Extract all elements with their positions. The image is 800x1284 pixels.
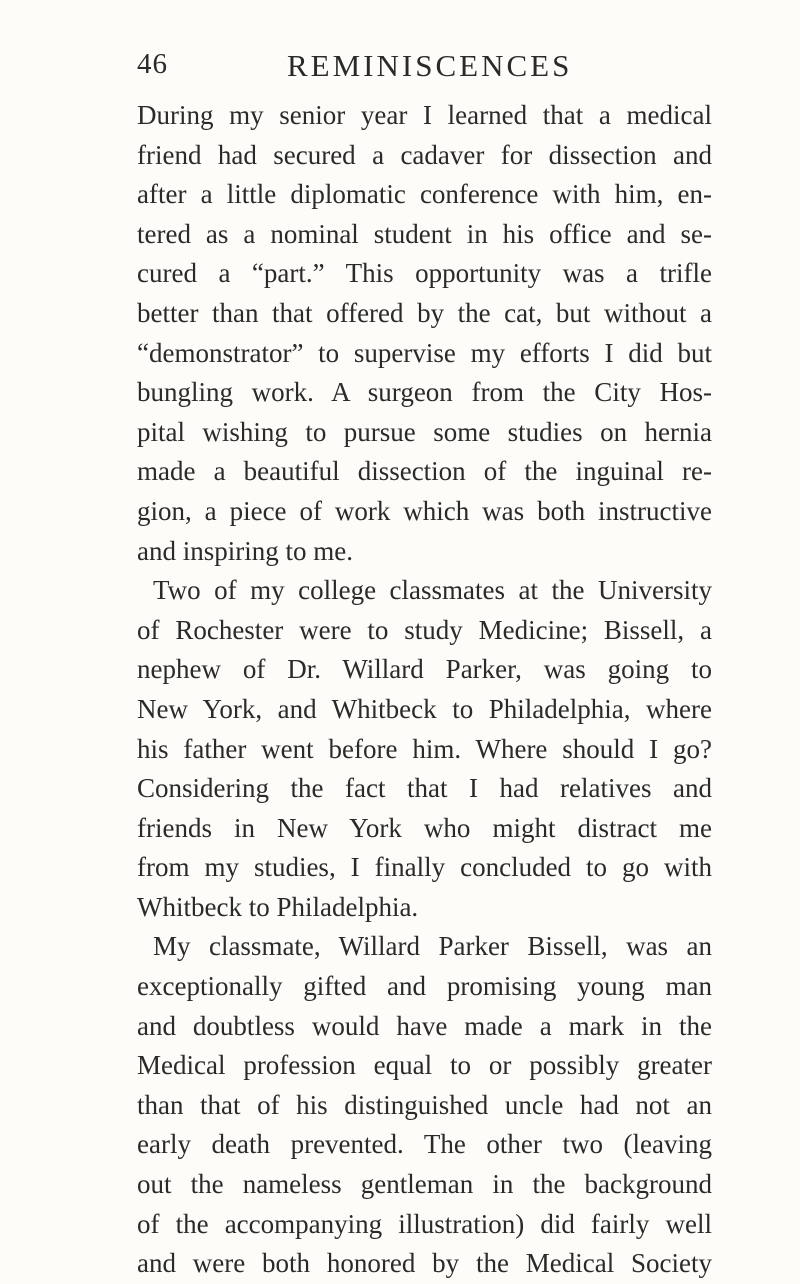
text-line: friend had secured a cadaver for dissection and [137, 139, 712, 170]
text-line: after a little diplomatic conference with him, en- [137, 179, 712, 210]
text-line: During my senior year I learned that a medical [137, 100, 712, 130]
text-line: nephew of Dr. Willard Parker, was going to [137, 654, 712, 685]
text-line: tered as a nominal student in his office and se- [137, 218, 712, 249]
text-line: of Rochester were to study Medicine; Bissell, a [137, 614, 712, 645]
text-line: “demonstrator” to supervise my efforts I did but [137, 337, 712, 368]
text-line: New York, and Whitbeck to Philadelphia, where [137, 693, 712, 724]
text-line: of the accompanying illustration) did fairly well [137, 1208, 712, 1239]
text-line: Medical profession equal to or possibly greater [137, 1050, 712, 1081]
text-line: and inspiring to me. [137, 535, 353, 566]
text-line: better than that offered by the cat, but without a [137, 297, 712, 328]
text-line: made a beautiful dissection of the inguinal re- [137, 456, 712, 487]
text-line: Two of my college classmates at the University [153, 575, 712, 606]
text-line: Whitbeck to Philadelphia. [137, 891, 419, 922]
text-line: gion, a piece of work which was both instructive [137, 495, 712, 526]
text-line: his father went before him. Where should I go? [137, 733, 712, 764]
text-line: early death prevented. The other two (leaving [137, 1129, 712, 1160]
text-line: friends in New York who might distract me [137, 812, 712, 843]
text-line: and doubtless would have made a mark in the [137, 1010, 712, 1041]
body-text [137, 96, 712, 1284]
text-line: out the nameless gentleman in the background [137, 1169, 712, 1200]
text-line: than that of his distinguished uncle had not an [137, 1089, 712, 1120]
text-line: My classmate, Willard Parker Bissell, was an [153, 931, 712, 962]
text-line: cured a “part.” This opportunity was a trifle [137, 258, 712, 289]
text-line: exceptionally gifted and promising young man [137, 971, 712, 1002]
page-number: 46 [137, 48, 168, 80]
running-head [137, 48, 707, 88]
text-line: Considering the fact that I had relatives and [137, 773, 712, 804]
running-title: REMINISCENCES [287, 48, 573, 83]
text-line: and were both honored by the Medical Society [137, 1248, 712, 1279]
text-line: bungling work. A surgeon from the City Hos- [137, 377, 712, 408]
text-line: pital wishing to pursue some studies on hernia [137, 416, 712, 447]
text-line: from my studies, I finally concluded to go with [137, 852, 712, 883]
